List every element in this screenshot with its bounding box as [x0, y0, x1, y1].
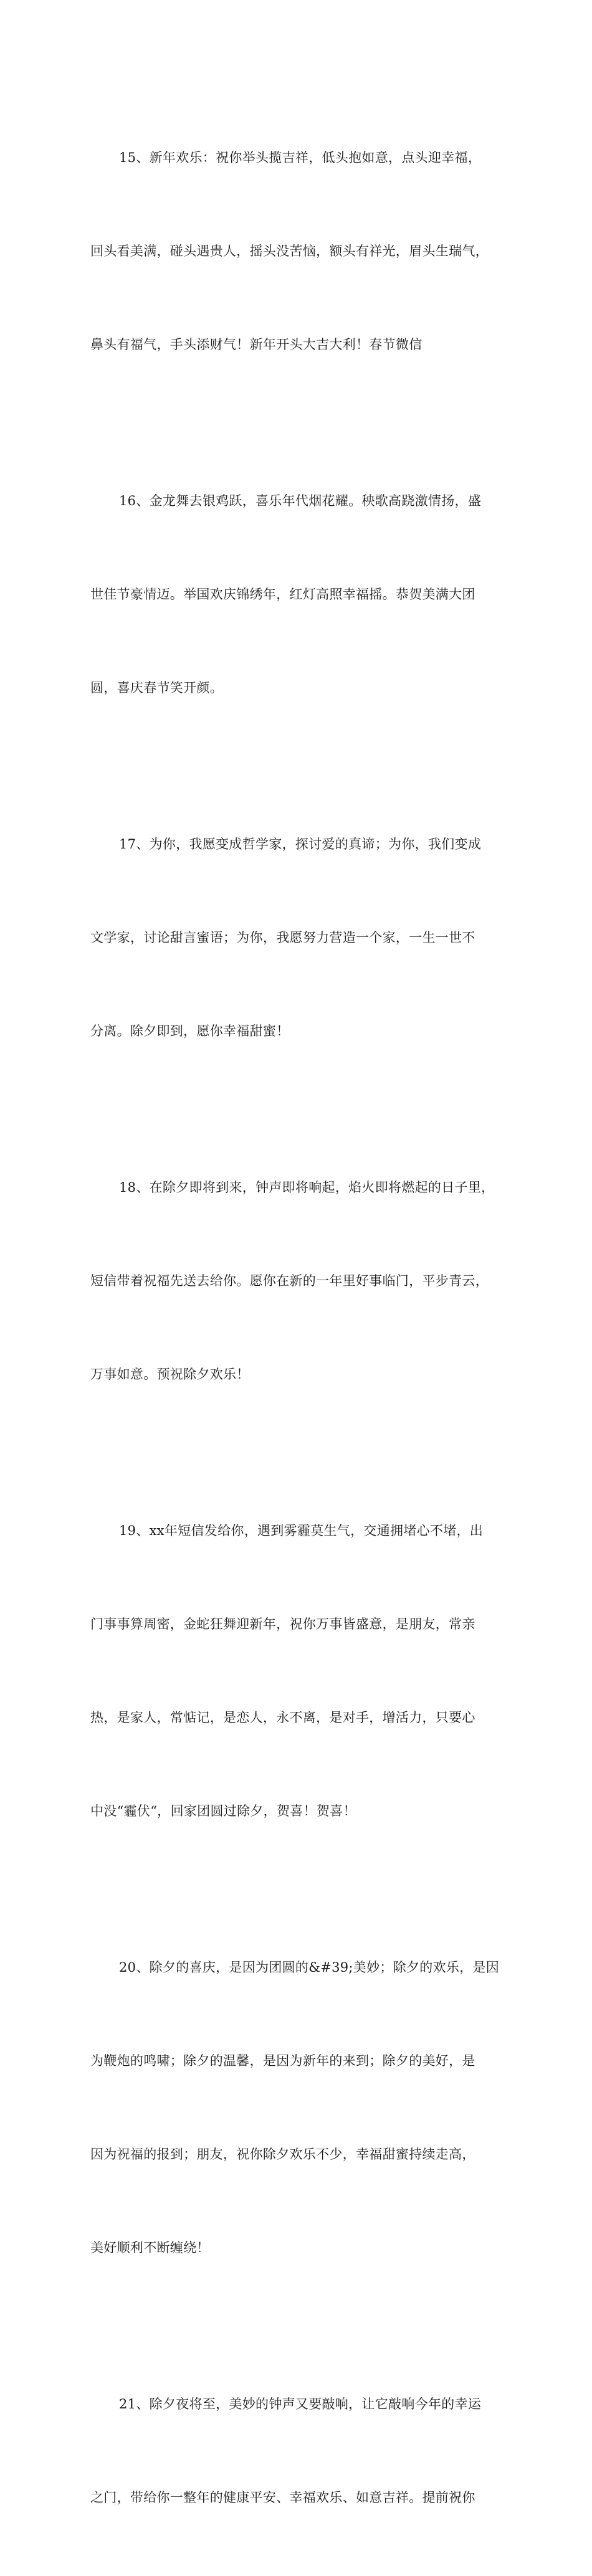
document-body — [90, 80, 514, 2576]
paragraph-line: 中没“霾伏“，回家团圆过除夕，贺喜！贺喜！ — [90, 1804, 356, 1818]
paragraph-line: 世佳节豪情迈。举国欢庆锦绣年，红灯高照幸福摇。恭贺美满大团 — [90, 587, 475, 602]
paragraph-19 — [90, 1453, 514, 1889]
paragraph-line: 短信带着祝福先送去给你。愿你在新的一年里好事临门，平步青云， — [90, 1273, 489, 1288]
paragraph-line: 18、在除夕即将到来，钟声即将响起，焰火即将燃起的日子里， — [119, 1180, 495, 1195]
paragraph-17 — [90, 766, 514, 1109]
paragraph-line: 19、xx年短信发给你，遇到雾霾莫生气，交通拥堵心不堵，出 — [119, 1523, 484, 1538]
paragraph-15 — [90, 80, 514, 422]
paragraph-line: 17、为你，我愿变成哲学家，探讨爱的真谛；为你，我们变成 — [119, 837, 482, 852]
paragraph-line: 为鞭炮的鸣啸；除夕的温馨，是因为新年的来到；除夕的美好，是 — [90, 2053, 475, 2068]
paragraph-line: 因为祝福的报到；朋友，祝你除夕欢乐不少，幸福甜蜜持续走高， — [90, 2147, 475, 2162]
paragraph-line: 回头看美满，碰头遇贵人，摇头没苦恼，额头有祥光，眉头生瑞气， — [90, 244, 489, 259]
paragraph-line: 热，是家人，常惦记，是恋人，永不离，是对手，增活力，只要心 — [90, 1710, 475, 1725]
paragraph-line: 16、金龙舞去银鸡跃，喜乐年代烟花耀。秧歌高跷激情扬，盛 — [119, 493, 482, 508]
paragraph-line: 20、除夕的喜庆，是因为团圆的&#39;美妙；除夕的欢乐，是因 — [119, 1960, 500, 1975]
paragraph-line: 万事如意。预祝除夕欢乐！ — [90, 1367, 250, 1382]
paragraph-18 — [90, 1110, 514, 1452]
paragraph-line: 分离。除夕即到，愿你幸福甜蜜！ — [90, 1024, 290, 1038]
paragraph-line: 之门，带给你一整年的健康平安、幸福欢乐、如意吉祥。提前祝你 — [90, 2490, 475, 2505]
paragraph-line: 21、除夕夜将至，美妙的钟声又要敲响，让它敲响今年的幸运 — [119, 2397, 482, 2412]
paragraph-line: 鼻头有福气，手头添财气！新年开头大吉大利！春节微信 — [90, 337, 423, 352]
paragraph-line: 美好顺利不断缠绕！ — [90, 2240, 210, 2255]
paragraph-21 — [90, 2326, 514, 2575]
paragraph-line: 门事事算周密，金蛇狂舞迎新年，祝你万事皆盛意，是朋友，常亲 — [90, 1617, 475, 1632]
paragraph-20 — [90, 1889, 514, 2326]
paragraph-16 — [90, 423, 514, 766]
paragraph-line: 15、新年欢乐：祝你举头揽吉祥，低头抱如意，点头迎幸福， — [119, 150, 482, 165]
paragraph-line: 圆，喜庆春节笑开颜。 — [90, 680, 223, 695]
paragraph-line: 文学家，讨论甜言蜜语；为你，我愿努力营造一个家，一生一世不 — [90, 930, 475, 945]
